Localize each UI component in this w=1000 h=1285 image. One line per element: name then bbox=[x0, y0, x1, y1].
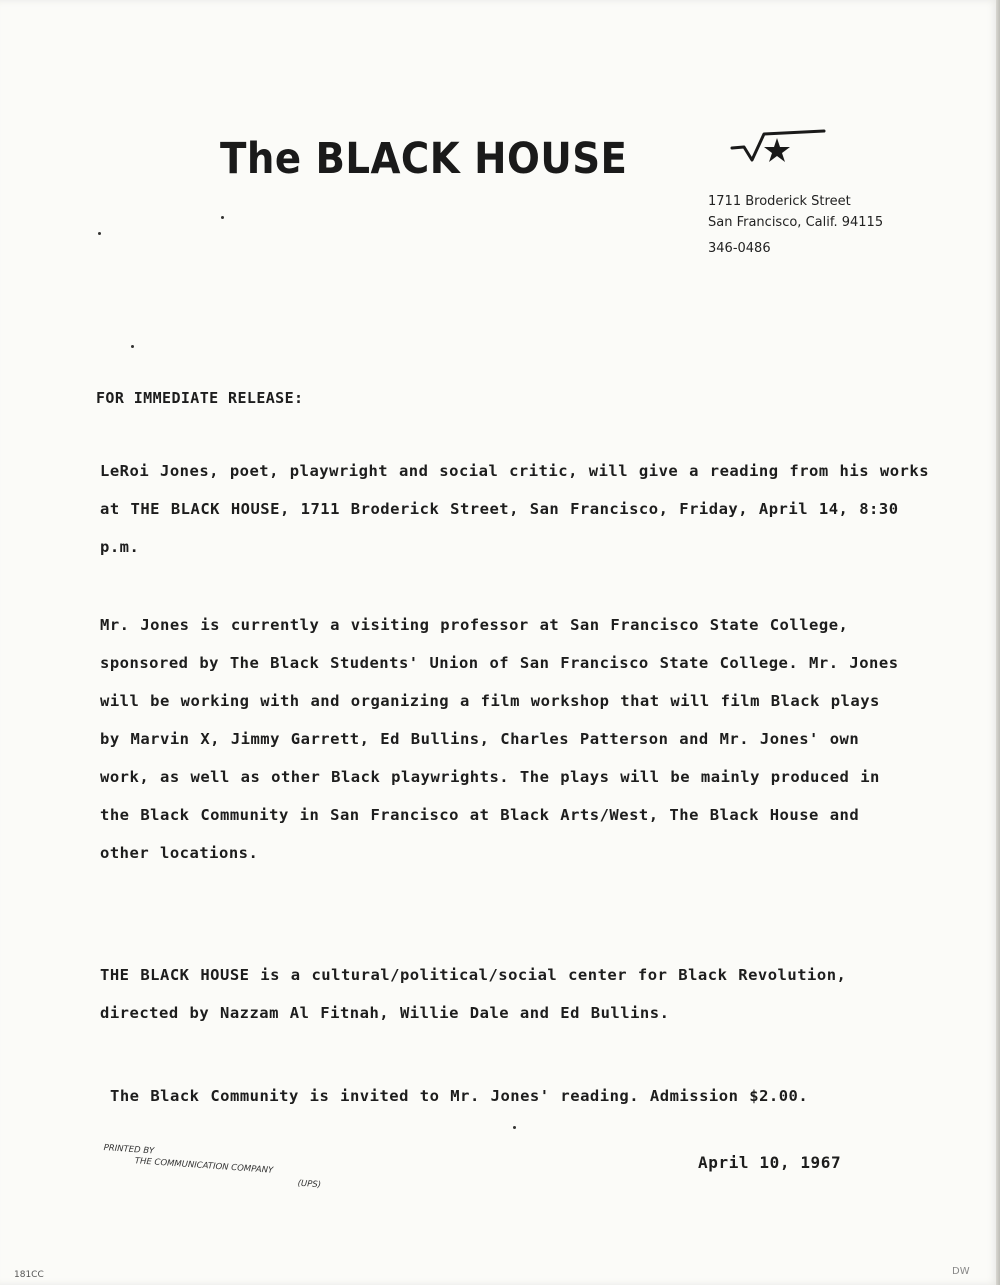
paragraph-black-house-description: THE BLACK HOUSE is a cultural/political/social center for Black Revolution, directed by Nazzam Al Fitnah, Willie Dale and Ed Bullins. bbox=[100, 966, 847, 1022]
letterhead-address bbox=[708, 191, 883, 259]
address-street: 1711 Broderick Street bbox=[708, 194, 851, 209]
archive-note-right: DW bbox=[952, 1266, 970, 1277]
ink-speck bbox=[98, 232, 101, 235]
paragraph-reading-announcement: LeRoi Jones, poet, playwright and social critic, will give a reading from his works at THE BLACK HOUSE, 1711 Broderick Street, San Francisco, Friday, April 14, 8:30 p.m. bbox=[100, 462, 930, 556]
printed-by-stamp: PRINTED BY THE COMMUNICATION COMPANY (UPS) bbox=[103, 1143, 322, 1191]
ink-speck bbox=[221, 216, 224, 219]
release-date: April 10, 1967 bbox=[698, 1153, 842, 1172]
paragraph-professor-workshop: Mr. Jones is currently a visiting professor at San Francisco State College, sponsored by The Black Students' Union of San Francisco State College. Mr. Jones will be working with and organizing a film workshop that will film Black plays by Marvin X, Jimmy Garrett, Ed Bullins, Charles Patterson and Mr. Jones' own work, as well as other Black playwrights. The plays will be mainly produced in the Black Community in San Francisco at Black Arts/West, The Black House and other locations. bbox=[100, 616, 899, 862]
archive-note-left: 181CC bbox=[14, 1270, 44, 1280]
release-heading: FOR IMMEDIATE RELEASE: bbox=[96, 389, 304, 407]
address-city: San Francisco, Calif. 94115 bbox=[708, 215, 884, 230]
letterhead-title: The BLACK HOUSE bbox=[220, 134, 628, 184]
page-edge bbox=[996, 0, 1000, 1285]
paragraph-invitation: The Black Community is invited to Mr. Jones' reading. Admission $2.00. bbox=[110, 1087, 809, 1105]
radical-star-logo bbox=[730, 128, 826, 168]
ink-speck bbox=[513, 1126, 516, 1129]
address-phone: 346-0486 bbox=[708, 241, 771, 256]
ink-speck bbox=[131, 345, 134, 348]
